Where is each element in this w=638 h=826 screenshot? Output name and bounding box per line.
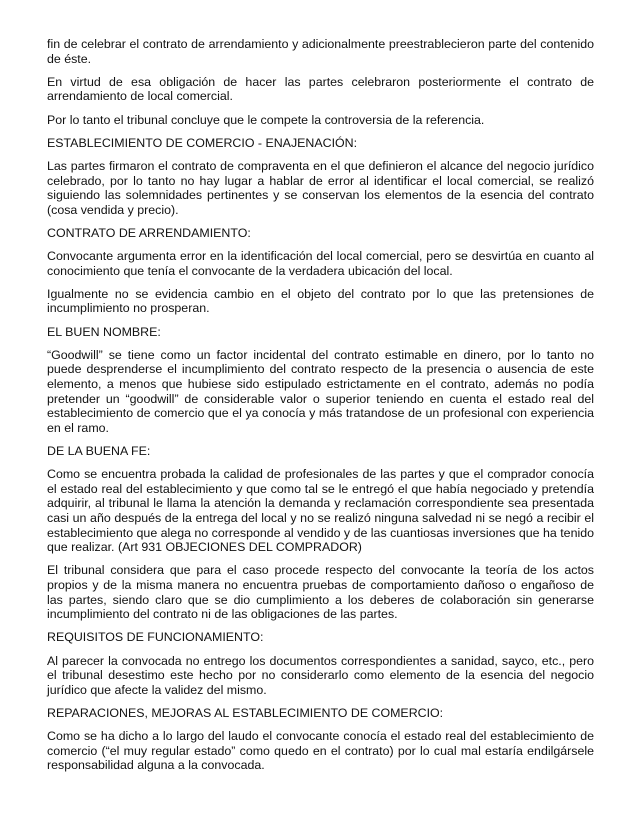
heading-reparaciones-mejoras: REPARACIONES, MEJORAS AL ESTABLECIMIENTO DE COMERCIO: <box>47 705 444 720</box>
heading-buen-nombre: EL BUEN NOMBRE: <box>47 324 161 339</box>
paragraph-calidad-profesionales: Como se encuentra probada la calidad de profesionales de las partes y que el comprador conocía el estado real del establecimiento y que como tal se le entregó el que había negociado y pretendía adquirir, al tribunal le llama la atención la demanda y reclamación correspondiente sea presentada casi un año después de la entrega del local y no se realizó ninguna salvedad ni se negó a recibir el establecimiento que alega no corresponde al vendido y de las cuantiosas inversiones que ha tenido que realizar. (Art 931 OBJECIONES DEL COMPRADOR) <box>47 467 594 555</box>
paragraph-contract-background: fin de celebrar el contrato de arrendamiento y adicionalmente preestrablecieron parte del contenido de éste. <box>47 37 594 66</box>
paragraph-goodwill: “Goodwill” se tiene como un factor incidental del contrato estimable en dinero, por lo tanto no puede desprenderse el incumplimiento del contrato respecto de la presencia o ausencia de este elemento, a menos que hubiese sido estipulado estrictamente en el contrato, además no podía pretender un “goodwill” de considerable valor o superior teniendo en cuenta el estado real del establecimiento de comercio que el ya conocía y más tratandose de un profesional con experiencia en el ramo. <box>47 347 594 435</box>
heading-establecimiento-enajenacion: ESTABLECIMIENTO DE COMERCIO - ENAJENACIÓN: <box>47 135 358 150</box>
paragraph-estado-real: Como se ha dicho a lo largo del laudo el convocante conocía el estado real del establecimiento de comercio (“el muy regular estado” como quedo en el contrato) por lo cual mal estaría endilgársele responsabilidad alguna a la convocada. <box>47 729 594 773</box>
paragraph-actos-propios: El tribunal considera que para el caso procede respecto del convocante la teoría de los actos propios y de la misma manera no encuentra pruebas de comportamiento dañoso o engañoso de las partes, siendo claro que se dio cumplimiento a los deberes de colaboración sin generarse incumplimiento del contrato ni de las obligaciones de las partes. <box>47 563 594 622</box>
paragraph-documentos-sanidad: Al parecer la convocada no entrego los documentos correspondientes a sanidad, sayco, etc., pero el tribunal desestimo este hecho por no considerarlo como elemento de la esencia del negocio jurídico que afecte la validez del mismo. <box>47 653 594 697</box>
heading-requisitos-funcionamiento: REQUISITOS DE FUNCIONAMIENTO: <box>47 630 264 645</box>
heading-contrato-arrendamiento: CONTRATO DE ARRENDAMIENTO: <box>47 225 251 240</box>
paragraph-obligation: En virtud de esa obligación de hacer las partes celebraron posteriormente el contrato de arrendamiento de local comercial. <box>47 74 594 104</box>
document-page <box>47 37 594 781</box>
paragraph-tribunal-competence: Por lo tanto el tribunal concluye que le compete la controversia de la referencia. <box>47 112 485 127</box>
heading-buena-fe: DE LA BUENA FE: <box>47 444 151 458</box>
paragraph-error-identificacion: Convocante argumenta error en la identificación del local comercial, pero se desvirtúa en cuanto al conocimiento que tenía el convocante de la verdadera ubicación del local. <box>47 249 594 278</box>
paragraph-objeto-contrato: Igualmente no se evidencia cambio en el objeto del contrato por lo que las pretensiones de incumplimiento no prosperan. <box>47 286 594 316</box>
paragraph-compraventa: Las partes firmaron el contrato de compraventa en el que definieron el alcance del negocio jurídico celebrado, por lo tanto no hay lugar a hablar de error al identificar el local comercial, se realizó siguiendo las solemnidades pertinentes y se conservan los elementos de la esencia del contrato (cosa vendida y precio). <box>47 158 594 217</box>
